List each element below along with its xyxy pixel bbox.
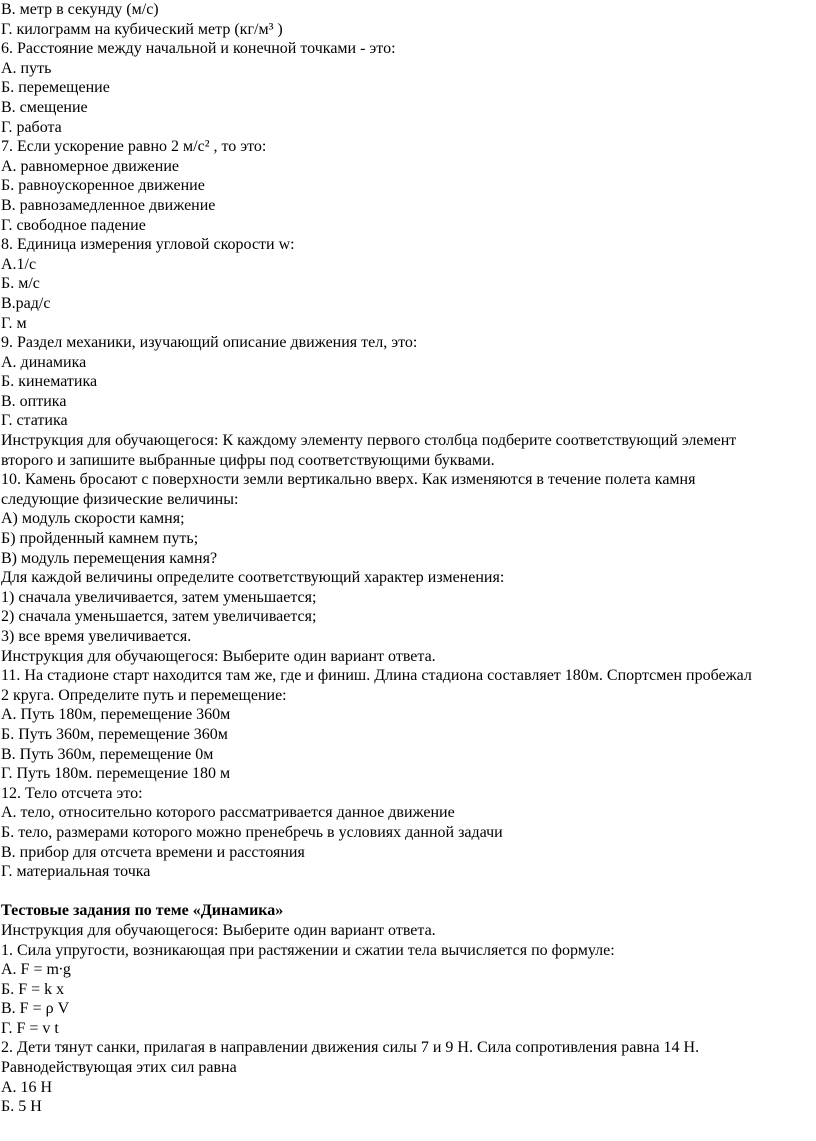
text-line: Г. м [1,314,27,332]
text-line: 9. Раздел механики, изучающий описание движения тел, это: [1,334,418,352]
text-line: А. путь [1,59,52,77]
text-line: Г. килограмм на кубический метр (кг/м³ ) [1,20,283,38]
text-line: Г. материальная точка [1,863,151,881]
text-line: Б. Путь 360м, перемещение 360м [1,725,228,743]
text-line: В.рад/с [1,294,51,312]
text-line: Инструкция для обучающегося: Выберите один вариант ответа. [1,921,436,939]
section-heading: Тестовые задания по теме «Динамика» [1,902,284,920]
text-line: А. равномерное движение [1,157,179,175]
text-line: 6. Расстояние между начальной и конечной точками - это: [1,40,396,58]
text-line: Б. кинематика [1,373,98,391]
text-line: 11. На стадионе старт находится там же, где и финиш. Длина стадиона составляет 180м. Спортсмен пробежал [1,667,752,685]
text-line: В. прибор для отсчета времени и расстояния [1,843,305,861]
text-line: А. тело, относительно которого рассматривается данное движение [1,804,455,822]
text-line: В. равнозамедленное движение [1,196,216,214]
text-line: Г. Путь 180м. перемещение 180 м [1,765,231,783]
text-line: Б. равноускоренное движение [1,177,205,195]
text-line: 2 круга. Определите путь и перемещение: [1,686,287,704]
text-line: Г. свободное падение [1,216,146,234]
text-line: второго и запишите выбранные цифры под соответствующими буквами. [1,451,495,469]
text-line: А. 16 Н [1,1078,53,1096]
text-line: 1) сначала увеличивается, затем уменьшается; [1,588,317,606]
text-line: В. метр в секунду (м/с) [1,1,159,18]
blank-line [1,882,816,902]
text-line: 1. Сила упругости, возникающая при растяжении и сжатии тела вычисляется по формуле: [1,941,615,959]
text-line: Инструкция для обучающегося: Выберите один вариант ответа. [1,647,436,665]
questions-kinematics [1,0,816,882]
text-line: Б) пройденный камнем путь; [1,530,199,548]
text-line: В. F = ρ V [1,1000,70,1018]
text-line: Для каждой величины определите соответствующий характер изменения: [1,569,505,587]
text-line: Г. работа [1,118,62,136]
text-line: А. динамика [1,353,87,371]
text-line: 2. Дети тянут санки, прилагая в направлении движения силы 7 и 9 Н. Сила сопротивления равна 14 Н. [1,1039,700,1057]
text-line: Г. F = v t [1,1019,59,1037]
questions-dynamics [1,921,816,1117]
text-line: Г. статика [1,412,68,430]
text-line: 2) сначала уменьшается, затем увеличивается; [1,608,317,626]
text-line: 8. Единица измерения угловой скорости w: [1,236,295,254]
text-line: А) модуль скорости камня; [1,510,185,528]
text-line: А.1/с [1,255,37,273]
text-line: Б. тело, размерами которого можно пренебречь в условиях данной задачи [1,823,503,841]
text-line: 3) все время увеличивается. [1,628,192,645]
text-line: Б. F = k x [1,980,65,998]
text-line: 12. Тело отсчета это: [1,784,143,802]
text-line: Б. м/с [1,275,40,293]
text-line: В. смещение [1,98,88,116]
text-line: Равнодействующая этих сил равна [1,1059,237,1077]
text-line: Б. 5 Н [1,1098,42,1116]
text-line: А. Путь 180м, перемещение 360м [1,706,231,724]
text-line: В) модуль перемещения камня? [1,549,218,567]
text-line: В. Путь 360м, перемещение 0м [1,745,214,763]
text-line: следующие физические величины: [1,490,239,508]
text-line: Б. перемещение [1,79,110,97]
text-line: 10. Камень бросают с поверхности земли вертикально вверх. Как изменяются в течение полета камня [1,471,696,489]
text-line: А. F = m∙g [1,961,71,979]
text-line: В. оптика [1,392,67,410]
text-line: 7. Если ускорение равно 2 м/с² , то это: [1,138,267,156]
text-line: Инструкция для обучающегося: К каждому элементу первого столбца подберите соответствующий элемент [1,432,737,450]
